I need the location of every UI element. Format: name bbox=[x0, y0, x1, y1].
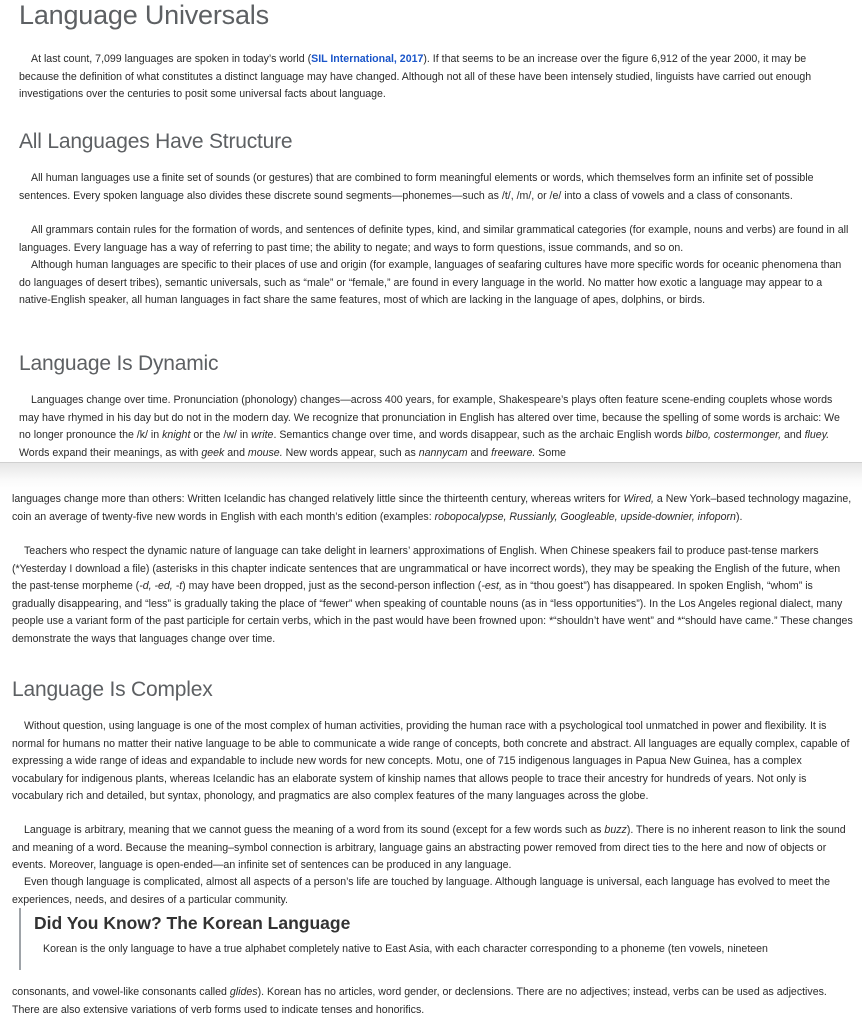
dynamic-paragraph-1: Languages change over time. Pronunciation (phonology) changes—across 400 years, for example, Shakespeare’s plays often feature scene-ending couplets whose words may have rhymed in his day but do not in the modern day. We recognize that pronunciation in English has altered over time, because the spelling of some words is archaic: We no longer pronounce the /k/ in knight or the /w/ in write. Semantics change over time, and words disappear, such as the archaic English words bilbo, costermonger, and fluey. Words expand their meanings, as with geek and mouse. New words appear, such as nannycam and freeware. Some bbox=[19, 394, 840, 459]
complex-paragraph-2: Language is arbitrary, meaning that we cannot guess the meaning of a word from its sound (except for a few words such as buzz). There is no inherent reason to link the sound and meaning of a word. Because the meaning–symbol connection is arbitrary, language gains an abstracting power removed from direct ties to the here and now of objects or events. Moreover, language is open-ended—an infinite set of sentences can be produced in any language. bbox=[12, 824, 846, 872]
did-you-know-text: Korean is the only language to have a true alphabet completely native to East Asia, with each character corresponding to a phoneme (ten vowels, nineteen bbox=[43, 943, 768, 955]
did-you-know-heading: Did You Know? The Korean Language bbox=[34, 913, 351, 933]
structure-paragraph-1: All human languages use a finite set of sounds (or gestures) that are combined to form meaningful elements or words, which themselves form an infinite set of possible sentences. Every spoken language also divides these discrete sound segments—phonemes—such as /t/, /m/, or /e/ into a class of vowels and a class of consonants. bbox=[19, 172, 814, 202]
structure-paragraph-3: Although human languages are specific to their places of use and origin (for example, languages of seafaring cultures have more specific words for oceanic phenomena than do languages of desert tribes), semantic universals, such as “male” or “female,” are found in every language in the world. No matter how exotic a language may appear to a native-English speaker, all human languages in fact share the same features, most of which are lacking in the language of apes, dolphins, or birds. bbox=[19, 259, 842, 307]
did-you-know-box bbox=[19, 908, 851, 970]
dynamic-paragraph-1-continued: languages change more than others: Written Icelandic has changed relatively little since the thirteenth century, whereas writers for Wired, a New York–based technology magazine, coin an average of twenty-five new words in English with each month’s edition (examples: robopocalypse, Russianly, Googleable, upside-downier, infoporn). bbox=[12, 493, 852, 523]
section-heading-complex: Language Is Complex bbox=[12, 678, 213, 701]
page-title: Language Universals bbox=[19, 0, 269, 30]
intro-paragraph: At last count, 7,099 languages are spoken in today’s world (SIL International, 2017). If that seems to be an increase over the figure 6,912 of the year 2000, it may be because the definition of what constitutes a distinct language may have changed. Although not all of these have been intensely studied, linguists have carried out enough investigations over the centuries to posit some universal facts about language. bbox=[19, 53, 812, 101]
dynamic-paragraph-2: Teachers who respect the dynamic nature of language can take delight in learners’ approximations of English. When Chinese speakers fail to produce past-tense markers (*Yesterday I download a file) (asterisks in this chapter indicate sentences that are ungrammatical or have incorrect words), they may be speaking the English of the future, when the past-tense morpheme (-d, -ed, -t) may have been dropped, just as the second-person inflection (-est, as in “thou goest”) has disappeared. In spoken English, “whom” is gradually disappearing, and “less” is gradually taking the place of “fewer” when speaking of countable nouns (as in “less opportunities”). In the Los Angeles regional dialect, many people use a variant form of the past participle for certain verbs, which in the past would have been frowned upon: *“shouldn’t have went” and *“should have came.” These changes demonstrate the ways that languages change over time. bbox=[12, 545, 853, 645]
structure-paragraph-2: All grammars contain rules for the formation of words, and sentences of definite types, kind, and similar grammatical categories (for example, nouns and verbs) are found in all languages. Every language has a way of referring to past time; the ability to negate; and ways to form questions, issue commands, and so on. bbox=[19, 224, 849, 254]
section-heading-dynamic: Language Is Dynamic bbox=[19, 352, 219, 375]
section-heading-structure: All Languages Have Structure bbox=[19, 130, 293, 153]
complex-paragraph-3: Even though language is complicated, almost all aspects of a person’s life are touched by language. Although language is universal, each language has evolved to meet the experiences, needs, and desires of a particular community. bbox=[12, 876, 831, 906]
citation-link[interactable]: SIL International, 2017 bbox=[311, 53, 424, 65]
complex-paragraph-1: Without question, using language is one of the most complex of human activities, providing the human race with a psychological tool unmatched in power and flexibility. It is normal for humans no matter their native language to be able to communicate a wide range of concepts, both concrete and abstract. All languages are equally complex, capable of expressing a wide range of ideas and expandable to include new words for new concepts. Motu, one of 715 indigenous languages in Papua New Guinea, has a complex vocabulary for indigenous plants, whereas Icelandic has an elaborate system of kinship names that allows people to trace their ancestry for hundreds of years. Not only is vocabulary rich and detailed, but syntax, phonology, and pragmatics are also complex features of the many languages across the globe. bbox=[12, 720, 850, 803]
did-you-know-continued: consonants, and vowel-like consonants called glides). Korean has no articles, word gender, or declensions. There are no adjectives; instead, verbs can be used as adjectives. There are also extensive variations of verb forms used to indicate tenses and honorifics. bbox=[12, 986, 827, 1016]
page-break bbox=[0, 462, 862, 491]
